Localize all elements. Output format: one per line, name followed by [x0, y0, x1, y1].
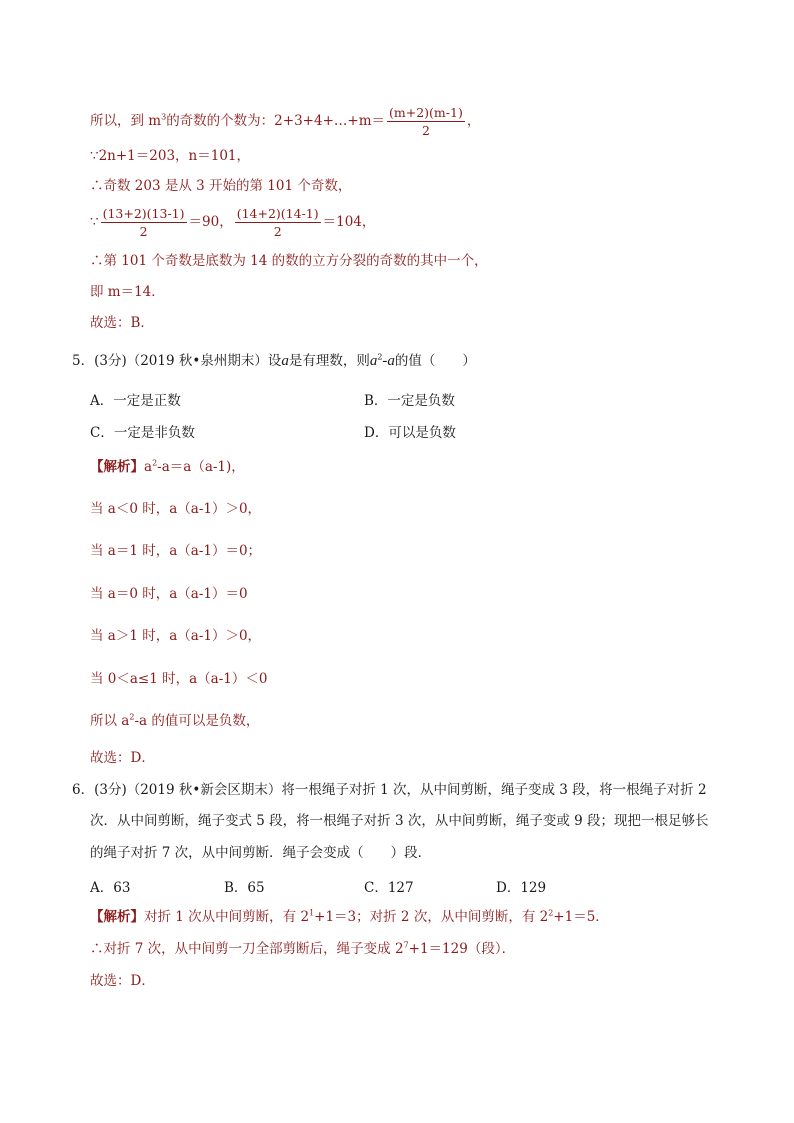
analysis-text: +1＝129（段）． — [408, 941, 516, 957]
q5-analysis-line-5: 当 a＞1 时，a（a-1）＞0， — [90, 628, 262, 644]
intro-text: 的奇数的个数为：2+3+4+…+m＝ — [166, 113, 386, 129]
q5-analysis-line-4: 当 a＝0 时，a（a-1）＝0 — [90, 586, 248, 602]
fraction-numerator: (13+2)(13-1) — [102, 206, 185, 221]
intro-line-2: ∵2n+1＝203，n＝101， — [90, 148, 251, 164]
intro-line-6: 即 m＝14． — [90, 284, 165, 300]
analysis-tag: 【解析】 — [90, 909, 144, 925]
intro-text: 所以，到 m — [90, 113, 162, 129]
intro-text: ∵ — [90, 214, 99, 230]
analysis-text: -a＝a（a-1)， — [157, 459, 245, 475]
q5-analysis-line-1 — [90, 458, 245, 476]
analysis-text: +1＝3；对折 2 次，从中间剪断，有 2 — [314, 909, 549, 925]
analysis-text: +1＝5． — [553, 909, 609, 925]
q5-analysis-line-3: 当 a＝1 时，a（a-1）＝0； — [90, 543, 262, 559]
q6-option-d: D．129 — [496, 880, 547, 896]
analysis-text: -a 的值可以是负数， — [134, 713, 260, 729]
q6-analysis-line-2 — [90, 940, 515, 958]
q5-stem-text: 的值（ ） — [394, 353, 476, 369]
intro-line-3: ∴奇数 203 是从 3 开始的第 101 个奇数， — [90, 178, 352, 194]
variable: -a — [382, 353, 395, 369]
fraction — [101, 205, 187, 240]
q5-stem — [72, 352, 476, 370]
analysis-tag: 【解析】 — [90, 459, 144, 475]
intro-line-7: 故选：B． — [90, 315, 154, 331]
fraction-numerator: (14+2)(14-1) — [236, 206, 319, 221]
intro-text: ， — [466, 113, 481, 129]
q6-stem-line-3: 的绳子对折 7 次，从中间剪断．绳子会变成（ ）段． — [90, 845, 432, 861]
q5-analysis-line-2: 当 a＜0 时，a（a-1）＞0， — [90, 501, 262, 517]
fraction-denominator: 2 — [421, 123, 430, 138]
analysis-text: 所以 a — [90, 713, 130, 729]
superscript: 7 — [403, 940, 409, 950]
q6-analysis-line-3: 故选：D． — [90, 973, 155, 989]
q5-option-b: B．一定是负数 — [364, 393, 455, 409]
q6-analysis-line-1 — [90, 908, 609, 926]
intro-text: ＝90， — [188, 214, 233, 230]
fraction — [387, 104, 465, 139]
q6-option-a: A．63 — [90, 880, 131, 896]
q5-stem-text: 是有理数，则 — [288, 353, 370, 369]
intro-line-1 — [90, 104, 480, 139]
q6-stem-line-1: 6．(3分)（2019 秋•新会区期末）将一根绳子对折 1 次，从中间剪断，绳子变成 3 段，将一根绳子对折 2 — [72, 782, 707, 798]
fraction-numerator: (m+2)(m-1) — [389, 105, 463, 120]
q5-analysis-line-8: 故选：D． — [90, 750, 155, 766]
q5-option-a: A．一定是正数 — [90, 393, 181, 409]
intro-line-4 — [90, 205, 375, 240]
fraction — [235, 205, 321, 240]
q6-option-c: C．127 — [364, 880, 414, 896]
fraction-denominator: 2 — [273, 224, 282, 239]
analysis-text: a — [144, 459, 153, 475]
analysis-text: 对折 1 次从中间剪断，有 2 — [144, 909, 310, 925]
q6-option-b: B．65 — [224, 880, 265, 896]
q5-analysis-line-6: 当 0＜a≤1 时，a（a-1）＜0 — [90, 671, 268, 687]
superscript: 2 — [129, 712, 135, 722]
q6-stem-line-2: 次．从中间剪断，绳子变式 5 段，将一根绳子对折 3 次，从中间剪断，绳子变或 9 段；现把一根足够长 — [90, 813, 709, 829]
superscript: 2 — [152, 458, 158, 468]
intro-text: ＝104， — [322, 214, 376, 230]
q5-stem-text: 5．(3分)（2019 秋•泉州期末）设 — [72, 353, 282, 369]
q5-option-d: D．可以是负数 — [364, 425, 456, 441]
superscript: 1 — [309, 908, 315, 918]
superscript: 2 — [548, 908, 554, 918]
analysis-text: ∴对折 7 次，从中间剪一刀全部剪断后，绳子变成 2 — [90, 941, 404, 957]
variable: a — [369, 353, 378, 369]
q5-analysis-line-7 — [90, 712, 259, 730]
intro-line-5: ∴第 101 个奇数是底数为 14 的数的立方分裂的奇数的其中一个， — [90, 253, 488, 269]
variable: a — [281, 353, 289, 369]
superscript: 2 — [377, 352, 383, 362]
fraction-denominator: 2 — [139, 224, 148, 239]
q5-option-c: C．一定是非负数 — [90, 425, 195, 441]
superscript: 3 — [161, 112, 167, 122]
